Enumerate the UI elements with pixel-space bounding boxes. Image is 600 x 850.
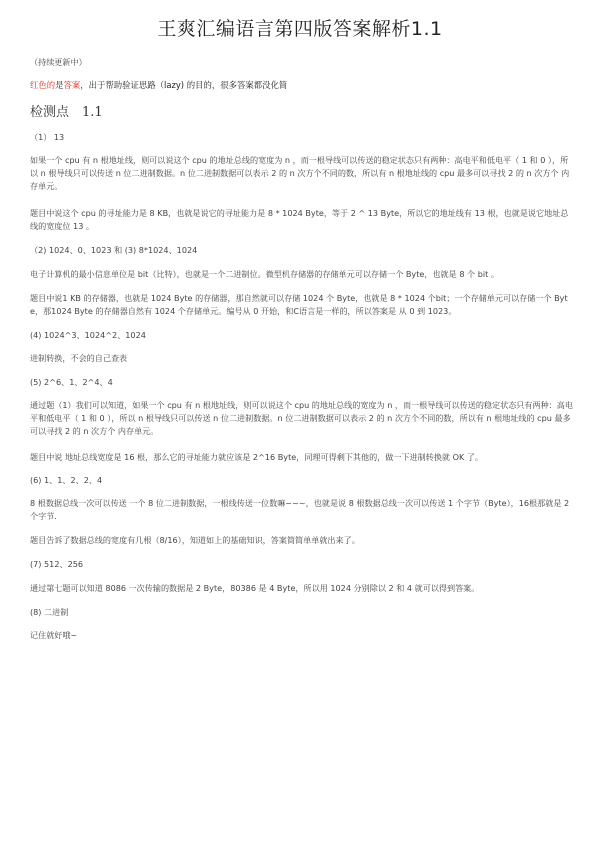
paragraph: （1） 13	[30, 132, 65, 142]
paragraph: 通过题（1）我们可以知道，如果一个 cpu 有 n 根地址线，则可以说这个 cpu 的地址总线的宽度为 n ，而一根导线可以传送的稳定状态只有两种：高电平和低电平（ 1 和 0 ），所以 n 根导线只可以传送 n 位二进制数据。n 位二进制数据可以表示 2 的 n 次方个不同的数，所以有 n 根地址线的 cpu 最多可以寻找 2 的 n 次方个 内存单元。	[30, 400, 573, 436]
paragraph: 记住就好哦~	[30, 630, 78, 640]
paragraph: 题目中说 地址总线宽度是 16 根，那么它的寻址能力就应该是 2^16 Byte，同理可得剩下其他的，做一下进制转换就 OK 了。	[30, 452, 484, 462]
paragraph: （2) 1024、0、1023 和 (3) 8*1024、1024	[30, 245, 198, 255]
paragraph: 进制转换，不会的自己查表	[30, 353, 128, 363]
answer-label: 答案	[63, 80, 81, 90]
legend-note	[30, 79, 576, 92]
paragraph: 题目中说1 KB 的存储器，也就是 1024 Byte 的存储器，那自然就可以存储 1024 个 Byte，也就是 8 * 1024 个bit；一个存储单元可以存储一个 Byte，那1024 Byte 的存储器自然有 1024 个存储单元。编号从 0 开始，和C语言是一样的，所以答案是 从 0 到 1023。	[30, 293, 568, 316]
paragraph: (6) 1、1、2、2、4	[30, 475, 103, 485]
paragraph: 题目告诉了数据总线的宽度有几根（8/16），知道如上的基础知识，答案简简单单就出来了。	[30, 535, 360, 545]
paragraph: (7) 512、256	[30, 559, 84, 569]
red-text-label: 红色的	[30, 80, 56, 90]
paragraph: 8 根数据总线一次可以传送 一个 8 位二进制数据，一根线传送一位数嘛~~~，也就是说 8 根数据总线一次可以传送 1 个字节（Byte），16根那就是 2 个字节.	[30, 498, 570, 521]
paragraph: 题目中说这个 cpu 的寻址能力是 8 KB，也就是说它的寻址能力是 8 * 1024 Byte，等于 2 ^ 13 Byte，所以它的地址线有 13 根，也就是说它地址总线的宽度位 13 。	[30, 208, 569, 231]
paragraph: 如果一个 cpu 有 n 根地址线，则可以说这个 cpu 的地址总线的宽度为 n ，而一根导线可以传送的稳定状态只有两种：高电平和低电平（ 1 和 0 ），所以 n 根导线只可以传送 n 位二进制数据。n 位二进制数据可以表示 2 的 n 次方个不同的数，所以有 n 根地址线的 cpu 最多可以寻找 2 的 n 次方个 内存单元。	[30, 155, 570, 191]
document-title: 王爽汇编语言第四版答案解析1.1	[157, 18, 443, 40]
paragraph: 电子计算机的最小信息单位是 bit（比特），也就是一个二进制位。微型机存储器的存储单元可以存储一个 Byte，也就是 8 个 bit 。	[30, 269, 499, 279]
paragraph: (4) 1024^3、1024^2、1024	[30, 330, 146, 340]
paragraph: (5) 2^6、1、2^4、4	[30, 377, 113, 387]
paragraph: 通过第七题可以知道 8086 一次传输的数据是 2 Byte，80386 是 4 Byte，所以用 1024 分别除以 2 和 4 就可以得到答案。	[30, 583, 480, 593]
paragraph: (8) 二进制	[30, 607, 69, 617]
status-text: （持续更新中）	[30, 57, 87, 67]
section-title: 检测点 1.1	[30, 105, 103, 120]
note-rest: ，出于帮助验证思路（lazy) 的目的，很多答案都没化简	[80, 80, 288, 90]
note-connector: 是	[55, 80, 64, 90]
